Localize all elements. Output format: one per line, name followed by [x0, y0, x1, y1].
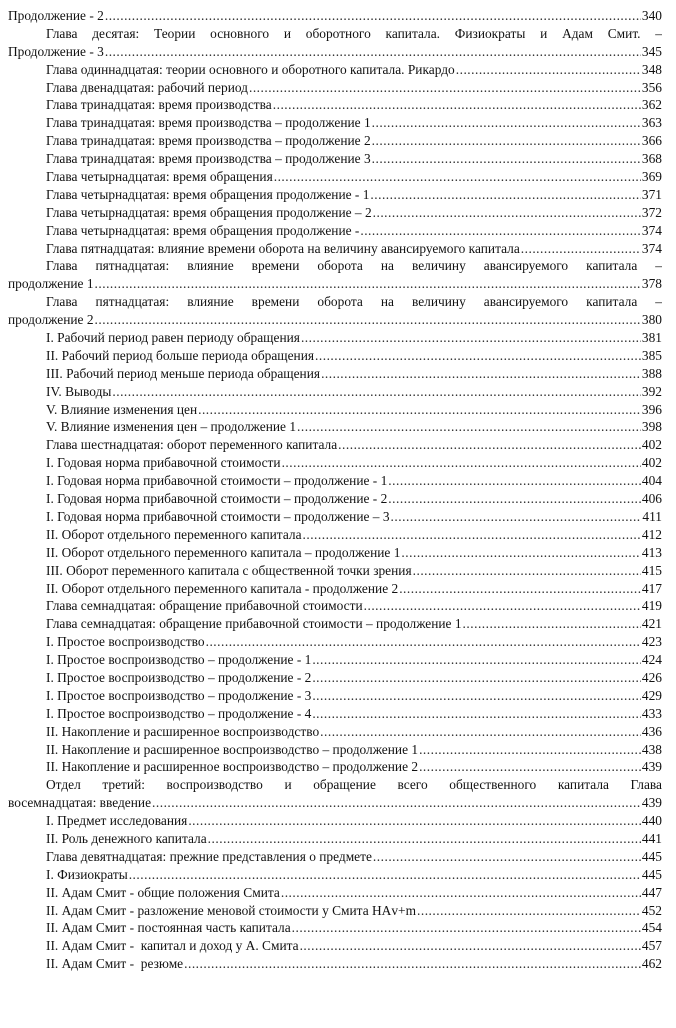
toc-entry-page: 436: [641, 723, 662, 739]
toc-entry-title: Глава двенадцатая: рабочий период: [46, 79, 248, 95]
toc-entry: [8, 61, 662, 79]
dot-leader: [198, 401, 641, 419]
toc-entry: [8, 168, 662, 186]
dot-leader: [320, 723, 641, 741]
toc-entry-page: 345: [641, 43, 662, 59]
dot-leader: [105, 43, 641, 61]
toc-entry-page: 402: [641, 455, 662, 471]
dot-leader: [373, 204, 641, 222]
dot-leader: [249, 79, 641, 97]
dot-leader: [315, 347, 641, 365]
dot-leader: [364, 597, 641, 615]
toc-entry-title-line-1: Отдел третий: воспроизводство и обращение всего общественного капитала Глава: [46, 777, 662, 793]
toc-entry-title: II. Адам Смит - разложение меновой стоимости у Смита НАv+m: [46, 902, 416, 918]
toc-entry-page: 447: [641, 884, 662, 900]
toc-entry-title: II. Накопление и расширенное воспроизводство – продолжение 1: [46, 741, 419, 757]
toc-entry: [8, 848, 662, 866]
dot-leader: [388, 472, 641, 490]
toc-entry-title: Глава четырнадцатая: время обращения продолжение – 2: [46, 204, 372, 220]
toc-entry: [8, 383, 662, 401]
toc-entry-title: IV. Выводы: [46, 383, 112, 399]
toc-entry: [8, 365, 662, 383]
toc-entry-title: III. Оборот переменного капитала с общественной точки зрения: [46, 562, 412, 578]
toc-entry-title: I. Предмет исследования: [46, 813, 188, 829]
toc-entry-page: 423: [641, 634, 662, 650]
dot-leader: [206, 633, 641, 651]
toc-entry-title: II. Накопление и расширенное воспроизводство – продолжение 2: [46, 759, 419, 775]
toc-entry-title: I. Простое воспроизводство – продолжение - 2: [46, 669, 312, 685]
toc-entry-title: III. Рабочий период меньше периода обращения: [46, 365, 321, 381]
toc-entry-title: II. Адам Смит - постоянная часть капитала: [46, 920, 291, 936]
dot-leader: [338, 436, 641, 454]
toc-entry-title: I. Годовая норма прибавочной стоимости: [46, 455, 281, 471]
toc-entry-title: Глава тринадцатая: время производства – продолжение 2: [46, 133, 371, 149]
toc-entry: [8, 580, 662, 598]
toc-entry-title: II. Оборот отдельного переменного капитала: [46, 526, 302, 542]
toc-entry-page: 426: [641, 669, 662, 685]
toc-entry-page: 381: [641, 330, 662, 346]
toc-entry: [8, 526, 662, 544]
toc-entry-title: Продолжение - 2: [8, 8, 104, 23]
toc-entry-title: I. Простое воспроизводство – продолжение - 3: [46, 687, 312, 703]
toc-entry: [8, 776, 662, 812]
toc-entry-page: 404: [641, 473, 662, 489]
toc-entry: [8, 597, 662, 615]
toc-entry: [8, 204, 662, 222]
dot-leader: [95, 275, 641, 293]
dot-leader: [188, 812, 641, 830]
toc-entry-title: II. Роль денежного капитала: [46, 830, 207, 846]
toc-entry-page: 417: [641, 580, 662, 596]
dot-leader: [301, 329, 641, 347]
dot-leader: [274, 168, 641, 186]
dot-leader: [312, 687, 641, 705]
toc-entry-title: II. Адам Смит - общие положения Смита: [46, 884, 280, 900]
toc-entry: [8, 401, 662, 419]
toc-entry-page: 412: [641, 526, 662, 542]
toc-entry-title: II. Накопление и расширенное воспроизводство: [46, 723, 320, 739]
toc-entry-page: 419: [641, 598, 662, 614]
toc-entry-title: Глава четырнадцатая: время обращения продолжение -: [46, 222, 360, 238]
dot-leader: [95, 311, 641, 329]
toc-entry: [8, 955, 662, 973]
toc-entry: [8, 150, 662, 168]
toc-entry-title-line-1: Глава десятая: Теории основного и оборотного капитала. Физиократы и Адам Смит. –: [46, 25, 662, 41]
toc-entry-page: 392: [641, 383, 662, 399]
toc-entry-page: 374: [641, 240, 662, 256]
toc-entry-page: 340: [641, 8, 662, 23]
toc-entry-page: 380: [641, 312, 662, 328]
toc-entry-title: I. Годовая норма прибавочной стоимости – продолжение - 1: [46, 473, 388, 489]
dot-leader: [373, 848, 641, 866]
toc-entry-page: 356: [641, 79, 662, 95]
toc-entry-page: 388: [641, 365, 662, 381]
toc-entry-continuation: [8, 311, 662, 329]
toc-entry: [8, 562, 662, 580]
dot-leader: [401, 544, 640, 562]
toc-entry: [8, 884, 662, 902]
dot-leader: [312, 705, 641, 723]
toc-entry-page: 438: [641, 741, 662, 757]
dot-leader: [152, 794, 641, 812]
toc-entry: [8, 257, 662, 293]
toc-entry-title: Глава тринадцатая: время производства – продолжение 1: [46, 115, 371, 131]
dot-leader: [372, 114, 641, 132]
toc-entry-title: I. Годовая норма прибавочной стоимости – продолжение - 2: [46, 491, 388, 507]
toc-entry: [8, 472, 662, 490]
dot-leader: [419, 758, 641, 776]
toc-entry-continuation: [8, 43, 662, 61]
dot-leader: [521, 240, 641, 258]
toc-entry-page: 440: [641, 813, 662, 829]
toc-entry-title-line-1: Глава пятнадцатая: влияние времени оборота на величину авансируемого капитала –: [46, 294, 662, 310]
toc-entry-title: I. Простое воспроизводство – продолжение - 4: [46, 705, 312, 721]
toc-entry: [8, 830, 662, 848]
toc-entry-page: 452: [641, 902, 662, 918]
toc-entry-page: 441: [641, 830, 662, 846]
toc-entry: [8, 705, 662, 723]
toc-entry: [8, 454, 662, 472]
dot-leader: [413, 562, 641, 580]
dot-leader: [303, 526, 641, 544]
dot-leader: [312, 669, 641, 687]
toc-entry-page: 348: [641, 61, 662, 77]
toc-entry: [8, 812, 662, 830]
toc-entry: [8, 651, 662, 669]
toc-entry-page: 372: [641, 204, 662, 220]
toc-entry: [8, 222, 662, 240]
toc-entry: [8, 741, 662, 759]
dot-leader: [372, 132, 641, 150]
toc-entry-page: 362: [641, 97, 662, 113]
toc-entry: [8, 436, 662, 454]
toc-entry-title: I. Простое воспроизводство: [46, 634, 205, 650]
toc-entry-page: 366: [641, 133, 662, 149]
dot-leader: [370, 186, 641, 204]
toc-entry-title: Глава шестнадцатая: оборот переменного капитала: [46, 437, 338, 453]
toc-entry-title: II. Адам Смит - резюме: [46, 956, 184, 972]
toc-entry-continuation: [8, 794, 662, 812]
toc-entry: [8, 937, 662, 955]
toc-entry-page: 363: [641, 115, 662, 131]
dot-leader: [281, 884, 641, 902]
toc-entry: [8, 347, 662, 365]
toc-entry-page: 439: [641, 759, 662, 775]
table-of-contents: [8, 7, 662, 973]
toc-entry-title: II. Оборот отдельного переменного капитала - продолжение 2: [46, 580, 399, 596]
toc-entry-page: 378: [641, 276, 662, 292]
dot-leader: [456, 61, 641, 79]
toc-entry-title: I. Рабочий период равен периоду обращения: [46, 330, 300, 346]
toc-entry: [8, 919, 662, 937]
toc-entry-title: I. Годовая норма прибавочной стоимости – продолжение – 3: [46, 508, 390, 524]
toc-entry: [8, 902, 662, 920]
dot-leader: [360, 222, 641, 240]
dot-leader: [417, 902, 641, 920]
toc-entry-title: Глава четырнадцатая: время обращения продолжение - 1: [46, 186, 370, 202]
toc-entry-page: 406: [641, 491, 662, 507]
toc-entry-page: 369: [641, 169, 662, 185]
toc-entry-page: 421: [641, 616, 662, 632]
dot-leader: [312, 651, 641, 669]
toc-entry-page: 411: [642, 508, 662, 524]
dot-leader: [273, 96, 641, 114]
toc-entry-page: 413: [641, 544, 662, 560]
dot-leader: [292, 919, 641, 937]
dot-leader: [372, 150, 641, 168]
toc-entry-title: I. Простое воспроизводство – продолжение - 1: [46, 652, 312, 668]
toc-entry: [8, 96, 662, 114]
toc-entry: [8, 866, 662, 884]
toc-entry-page: 396: [641, 401, 662, 417]
dot-leader: [391, 508, 642, 526]
toc-entry-page: 385: [641, 347, 662, 363]
dot-leader: [388, 490, 641, 508]
toc-entry-page: 415: [641, 562, 662, 578]
toc-entry-title: Глава семнадцатая: обращение прибавочной стоимости – продолжение 1: [46, 616, 462, 632]
toc-entry: [8, 329, 662, 347]
toc-entry-title: Глава тринадцатая: время производства – продолжение 3: [46, 151, 371, 167]
toc-entry-page: 398: [641, 419, 662, 435]
dot-leader: [105, 7, 641, 25]
dot-leader: [399, 580, 641, 598]
toc-entry-title: I. Физиократы: [46, 866, 128, 882]
toc-entry-page: 433: [641, 705, 662, 721]
dot-leader: [208, 830, 641, 848]
toc-entry: [8, 669, 662, 687]
toc-entry: [8, 132, 662, 150]
toc-entry: [8, 25, 662, 61]
toc-entry: [8, 723, 662, 741]
toc-entry-page: 445: [641, 848, 662, 864]
dot-leader: [129, 866, 641, 884]
toc-entry-page: 368: [641, 151, 662, 167]
toc-entry: [8, 186, 662, 204]
toc-entry-title-line-2: продолжение 1: [8, 276, 94, 292]
toc-entry-page: 445: [641, 866, 662, 882]
toc-entry: [8, 615, 662, 633]
toc-entry-title: V. Влияние изменения цен: [46, 401, 198, 417]
dot-leader: [112, 383, 641, 401]
toc-entry: [8, 79, 662, 97]
toc-entry-page: 402: [641, 437, 662, 453]
toc-entry: [8, 490, 662, 508]
toc-entry: [8, 687, 662, 705]
toc-entry: [8, 633, 662, 651]
toc-entry-page: 457: [641, 938, 662, 954]
toc-entry: [8, 240, 662, 258]
toc-entry-title: V. Влияние изменения цен – продолжение 1: [46, 419, 297, 435]
toc-entry: [8, 758, 662, 776]
toc-entry-title: Глава тринадцатая: время производства: [46, 97, 272, 113]
toc-entry-page: 371: [641, 186, 662, 202]
dot-leader: [419, 741, 641, 759]
toc-entry-page: 374: [641, 222, 662, 238]
toc-entry-title: Глава семнадцатая: обращение прибавочной стоимости: [46, 598, 363, 614]
toc-entry-title: Глава пятнадцатая: влияние времени оборота на величину авансируемого капитала: [46, 240, 520, 256]
toc-entry-title: Глава девятнадцатая: прежние представления о предмете: [46, 848, 372, 864]
toc-entry-title-line-2: Продолжение - 3: [8, 43, 104, 59]
toc-entry-title-line-2: восемнадцатая: введение: [8, 795, 152, 811]
toc-entry-title-line-2: продолжение 2: [8, 312, 94, 328]
toc-entry-title: Глава одиннадцатая: теории основного и оборотного капитала. Рикардо: [46, 61, 455, 77]
dot-leader: [463, 615, 641, 633]
dot-leader: [300, 937, 641, 955]
toc-entry-page: 424: [641, 652, 662, 668]
toc-entry: [8, 7, 662, 25]
toc-entry: [8, 114, 662, 132]
toc-entry-page: 429: [641, 687, 662, 703]
dot-leader: [282, 454, 641, 472]
toc-entry-title: II. Рабочий период больше периода обращения: [46, 347, 315, 363]
toc-entry: [8, 508, 662, 526]
dot-leader: [297, 418, 641, 436]
toc-entry-title: II. Адам Смит - капитал и доход у А. Смита: [46, 938, 299, 954]
dot-leader: [184, 955, 641, 973]
toc-entry: [8, 418, 662, 436]
toc-entry-continuation: [8, 275, 662, 293]
toc-entry-page: 462: [641, 956, 662, 972]
toc-entry: [8, 544, 662, 562]
toc-entry-page: 439: [641, 795, 662, 811]
toc-entry-title: II. Оборот отдельного переменного капитала – продолжение 1: [46, 544, 401, 560]
toc-entry-title: Глава четырнадцатая: время обращения: [46, 169, 273, 185]
toc-entry: [8, 293, 662, 329]
dot-leader: [321, 365, 641, 383]
toc-entry-page: 454: [641, 920, 662, 936]
toc-entry-title-line-1: Глава пятнадцатая: влияние времени оборота на величину авансируемого капитала –: [46, 258, 662, 274]
